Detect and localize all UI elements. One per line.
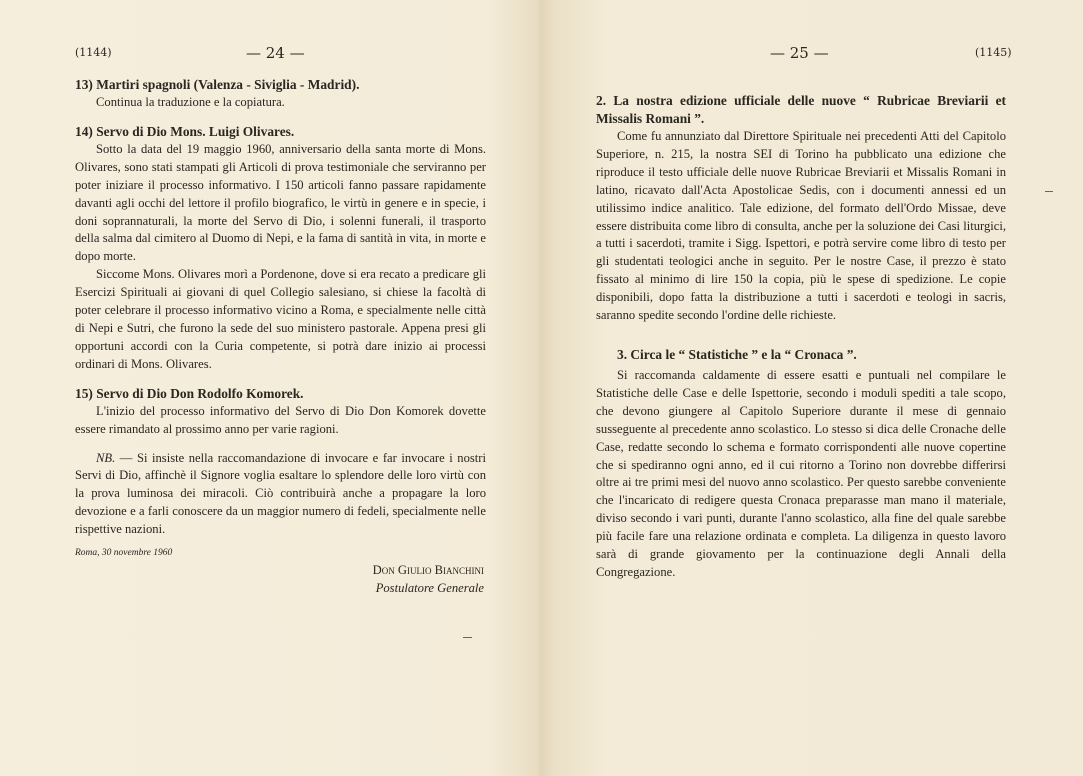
nb-paragraph bbox=[75, 450, 486, 540]
right-page bbox=[540, 0, 1083, 776]
left-page-number: — 24 — bbox=[246, 44, 305, 62]
right-header-ref: (1145) bbox=[975, 46, 1012, 59]
section-heading-13: 13) Martiri spagnoli (Valenza - Siviglia - Madrid). bbox=[75, 77, 360, 92]
section-heading-2: 2. La nostra edizione ufficiale delle nuove “ Rubricae Breviarii et Missalis Romani ”. bbox=[596, 93, 1006, 126]
left-page bbox=[0, 0, 540, 776]
left-header-ref: (1144) bbox=[75, 46, 112, 59]
section-14-paragraph-1: Sotto la data del 19 maggio 1960, anniversario della santa morte di Mons. Olivares, sono stati stampati gli Articoli di prova testimoniale che serviranno per poter iniziare il processo informativo. I 150 articoli fanno passare rapidamente davanti agli occhi del lettore il profilo biografico, le virtù in genere e in specie, i doni soprannaturali, la morte del Servo di Dio, i solenni funerali, il trasporto della salma dal cimitero al Duomo di Nepi, e la fama di santità in vita, in morte e dopo morte. bbox=[75, 141, 486, 264]
right-text-column bbox=[596, 92, 1006, 582]
signature-role: Postulatore Generale bbox=[375, 580, 484, 595]
nb-label: NB. bbox=[96, 450, 116, 465]
signature-name: Don Giulio Bianchini bbox=[372, 562, 484, 577]
signature-date: Roma, 30 novembre 1960 bbox=[75, 548, 173, 559]
left-text-column bbox=[75, 76, 486, 598]
right-page-number: — 25 — bbox=[770, 44, 829, 62]
margin-mark bbox=[1045, 191, 1053, 192]
section-13-paragraph: Continua la traduzione e la copiatura. bbox=[96, 95, 285, 109]
section-2-paragraph: Come fu annunziato dal Direttore Spirituale nei precedenti Atti del Capitolo Superiore, n. 215, la nostra SEI di Torino ha pubblicato una edizione che riproduce il testo ufficiale delle nuove Rubricae Breviarii et Missalis Romani in latino, ricavato dall'Acta Apostolicae Sedis, con i documenti annessi ed un utilissimo indice analitico. Tale edizione, del formato dell'Ordo Missae, deve essere distribuita come libro di consulta, anche per la soluzione dei Casi liturgici, a tutti i sacerdoti, tramite i Sigg. Ispettori, e potrà servire come libro di testo per gli studentati teologici anche in seguito. Per le nostre Case, il prezzo è stato fissato al minimo di lire 150 la copia, più le spese di spedizione. Le copie disponibili, dopo fatta la distribuzione a tutti i sacerdoti e teologi in sacris, saranno spedite secondo l'ordine delle richieste. bbox=[596, 129, 1006, 323]
section-heading-3: 3. Circa le “ Statistiche ” e la “ Cronaca ”. bbox=[617, 346, 857, 362]
page-mark bbox=[463, 637, 472, 638]
signature-block bbox=[75, 562, 486, 598]
section-heading-15: 15) Servo di Dio Don Rodolfo Komorek. bbox=[75, 385, 304, 401]
section-heading-14: 14) Servo di Dio Mons. Luigi Olivares. bbox=[75, 123, 295, 139]
section-14-paragraph-2: Siccome Mons. Olivares morì a Pordenone, dove si era recato a predicare gli Esercizi Spirituali ai giovani di quel Collegio salesiano, si chiese la facoltà di poter celebrare il processo informativo vicino a Roma, e specialmente nelle città di Nepi e Sutri, che furono la sede del suo ministero pastorale. Appena presi gli opportuni accordi con la Curia competente, si potrà dare inizio ai processi ordinari di Mons. Olivares. bbox=[75, 267, 486, 371]
nb-text: — Si insiste nella raccomandazione di invocare e far invocare i nostri Servi di Dio, affinchè il Signore voglia esaltare lo splendore delle loro virtù con la prova luminosa dei miracoli. Ciò contribuirà anche a propagare la loro devozione e a farli conoscere da un maggior numero di fedeli, specialmente nelle rispettive nazioni. bbox=[75, 450, 486, 537]
section-15-paragraph: L'inizio del processo informativo del Servo di Dio Don Komorek dovette essere rimandato al prossimo anno per varie ragioni. bbox=[75, 403, 486, 436]
section-3-paragraph: Si raccomanda caldamente di essere esatti e puntuali nel compilare le Statistiche delle Case e delle Ispettorie, secondo i moduli spediti a tale scopo, che devono giungere al Capitolo Superiore durante il mese di gennaio susseguente al precedente anno scolastico. Lo stesso si dica delle Cronache delle Case, redatte secondo lo schema e formato corrispondenti alle nuove copertine che si spediranno ogni anno, ed il cui ritorno a Torino non dovrebbe differirsi oltre ai tre primi mesi del nuovo anno scolastico. Per questo sarebbe conveniente che l'incaricato di redigere questa Cronaca preparasse man mano il materiale, diviso secondo i vari punti, durante l'anno scolastico, alla fine del quale sarebbe più facile fare una relazione ordinata e completa. La diligenza in questo lavoro sarà di grande giovamento per la continuazione degli Annali della Congregazione. bbox=[596, 367, 1006, 579]
